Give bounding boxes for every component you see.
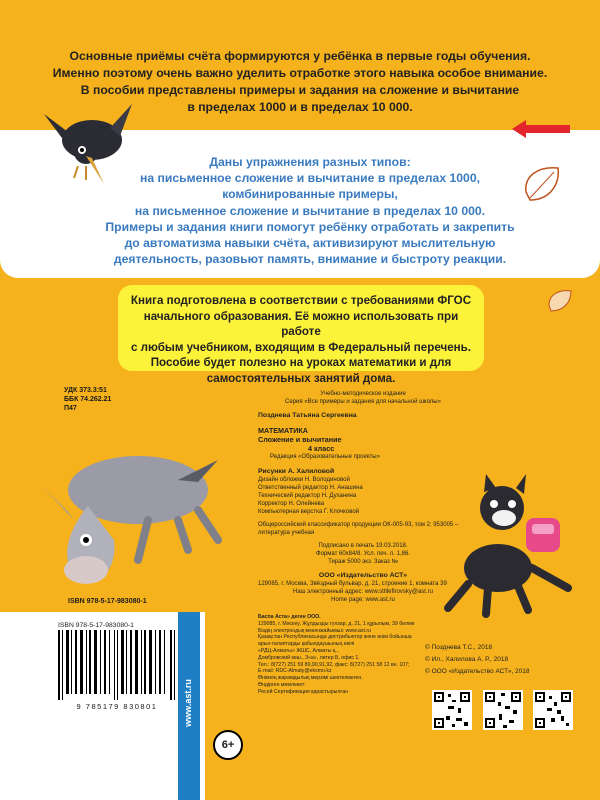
description-line: на письменное сложение и вычитание в пределах 10 000.	[134, 203, 486, 218]
fgos-line: самостоятельных занятий дома.	[206, 371, 396, 385]
cat-illustration	[428, 468, 578, 618]
copyright-block	[425, 642, 530, 678]
site-url[interactable]: www.ast.ru	[182, 679, 193, 727]
copyright-line: © Позднева Т.С., 2018	[425, 644, 493, 651]
classifier: Общероссийский классификатор продукции ОК-005-93, том 2; 953005 – литература учебная	[258, 522, 459, 536]
fgos-line: с любым учебником, входящим в Федеральный перечень.	[130, 340, 472, 354]
book-title: МАТЕМАТИКА	[258, 426, 308, 435]
distributor-line: «РДЦ-Алматы» ЖШС, Алматы қ.,	[258, 647, 339, 654]
description-line: комбинированные примеры,	[222, 187, 398, 202]
distributor-line: Тел.: 8(727) 251 59 89,90,91,92, факс: 8(727) 251 58 12 вн. 107;	[258, 661, 410, 668]
bbk-line: ББК 74.262.21	[64, 396, 112, 403]
credit-line: Дизайн обложки Н. Володиновой	[258, 477, 350, 483]
barcode-isbn: ISBN 978-5-17-983080-1	[58, 622, 134, 629]
copyright-line: © ООО «Издательство АСТ», 2018	[425, 668, 530, 675]
udk-line: УДК 373.3:51	[64, 387, 107, 394]
publisher-homepage: Home page: www.ast.ru	[331, 597, 395, 603]
age-rating-badge: 6+	[213, 730, 243, 760]
udk-codes	[64, 386, 111, 413]
copyright-line: © Ил., Халилова А. Р., 2018	[425, 656, 509, 663]
book-subtitle: Сложение и вычитание	[258, 435, 342, 444]
author: Позднева Татьяна Сергеевна	[258, 412, 357, 419]
distributor-line: Біздің электрондық мекенжайымыз: www.ast.ru	[258, 627, 371, 634]
credit-line: Корректор Н. Олейнева	[258, 501, 325, 507]
description-line: Даны упражнения разных типов:	[209, 155, 411, 169]
distributor-line: E-mail: RDC-Almaty@eksmo.kz	[258, 668, 332, 675]
distributor-line: 129085, г. Мәскеу, Жұлдызды гүлзар, д. 21, 1 құрылым, 39 бөлме	[258, 620, 415, 627]
red-arrow-icon	[512, 120, 570, 138]
isbn-label: ISBN 978-5-17-983080-1	[68, 598, 147, 605]
drawings-credit: Рисунки А. Халиловой	[258, 468, 335, 475]
edition-type: Учебно-методическое издание	[320, 391, 406, 397]
donkey-illustration	[28, 420, 228, 590]
series: Серия «Все примеры и задания для начальной школы»	[285, 399, 441, 405]
publisher-address: 129085, г. Москва, Звёздный бульвар, д. 21, строение 1, комната 39	[258, 581, 447, 587]
qr-code-icon[interactable]	[533, 690, 573, 730]
author-mark: П47	[64, 405, 77, 412]
crow-illustration	[40, 92, 135, 192]
qr-code-icon[interactable]	[483, 690, 523, 730]
print-data-line: Формат 60х84/8. Усл. печ. л. 1,86.	[316, 551, 410, 557]
distributor-line: Домбровский көш., 3«а», литер Б, офис 1.	[258, 654, 360, 661]
distributor-line: Ресей Сертификация қарастырылған	[258, 688, 349, 695]
distributor-line: Өнімнің жарамдылық мерзімі шектелмеген.	[258, 675, 363, 682]
distributor-line: арыз-талаптарды қабылдаушының өкілі	[258, 641, 355, 648]
intro-line: Именно поэтому очень важно уделить отработке этого навыка особое внимание.	[52, 66, 548, 80]
print-data-line: Подписано в печать 19.03.2018.	[318, 543, 408, 549]
site-strip	[178, 612, 200, 800]
distributor-line: Қазақстан Республикасында дистрибьютор және өнім бойынша	[258, 634, 412, 641]
intro-line: В пособии представлены примеры и задания на сложение и вычитание	[80, 83, 520, 97]
autumn-leaf-icon	[520, 162, 564, 206]
publisher: ООО «Издательство АСТ»	[318, 572, 408, 579]
print-data-line: Тираж 5000 экз. Заказ №	[328, 559, 398, 565]
distributor-line: Өндірген мемлекет:	[258, 681, 306, 688]
barcode-icon	[56, 630, 178, 700]
publisher-email: Наш электронный адрес: www.sttllefirovsky@ast.ru	[293, 589, 433, 595]
description-line: до автоматизма навыки счёта, активизируют мыслительную	[124, 236, 496, 251]
distributor-title: Баспа Аста» деген ООО.	[258, 614, 321, 620]
fgos-line: начального образования. Её можно использовать при работе	[143, 309, 459, 339]
description-text	[95, 154, 525, 267]
book-grade: 4 класс	[308, 444, 335, 453]
fgos-line: Пособие будет полезно на уроках математики и для	[150, 356, 452, 370]
description-line: Примеры и задания книги помогут ребёнку отработать и закрепить	[105, 219, 515, 234]
qr-code-icon[interactable]	[432, 690, 472, 730]
credit-line: Технический редактор Н. Духанина	[258, 493, 357, 499]
description-line: деятельность, разовьют память, внимание и быстроту реакции.	[113, 252, 507, 267]
credit-line: Компьютерная верстка Г. Клочковой	[258, 509, 360, 515]
description-line: на письменное сложение и вычитание в пределах 1000,	[140, 171, 480, 186]
autumn-leaf-icon	[545, 285, 575, 315]
editorial-office: Редакция «Образовательные проекты»	[270, 454, 380, 460]
fgos-info-box	[118, 285, 484, 385]
credit-line: Ответственный редактор Н. Анашина	[258, 485, 363, 491]
intro-line: Основные приёмы счёта формируются у ребёнка в первые годы обучения.	[69, 49, 531, 63]
barcode-number: 9 785179 830801	[76, 702, 158, 711]
intro-line: в пределах 1000 и в пределах 10 000.	[187, 100, 413, 114]
fgos-line: Книга подготовлена в соответствии с требованиями ФГОС	[130, 294, 472, 307]
